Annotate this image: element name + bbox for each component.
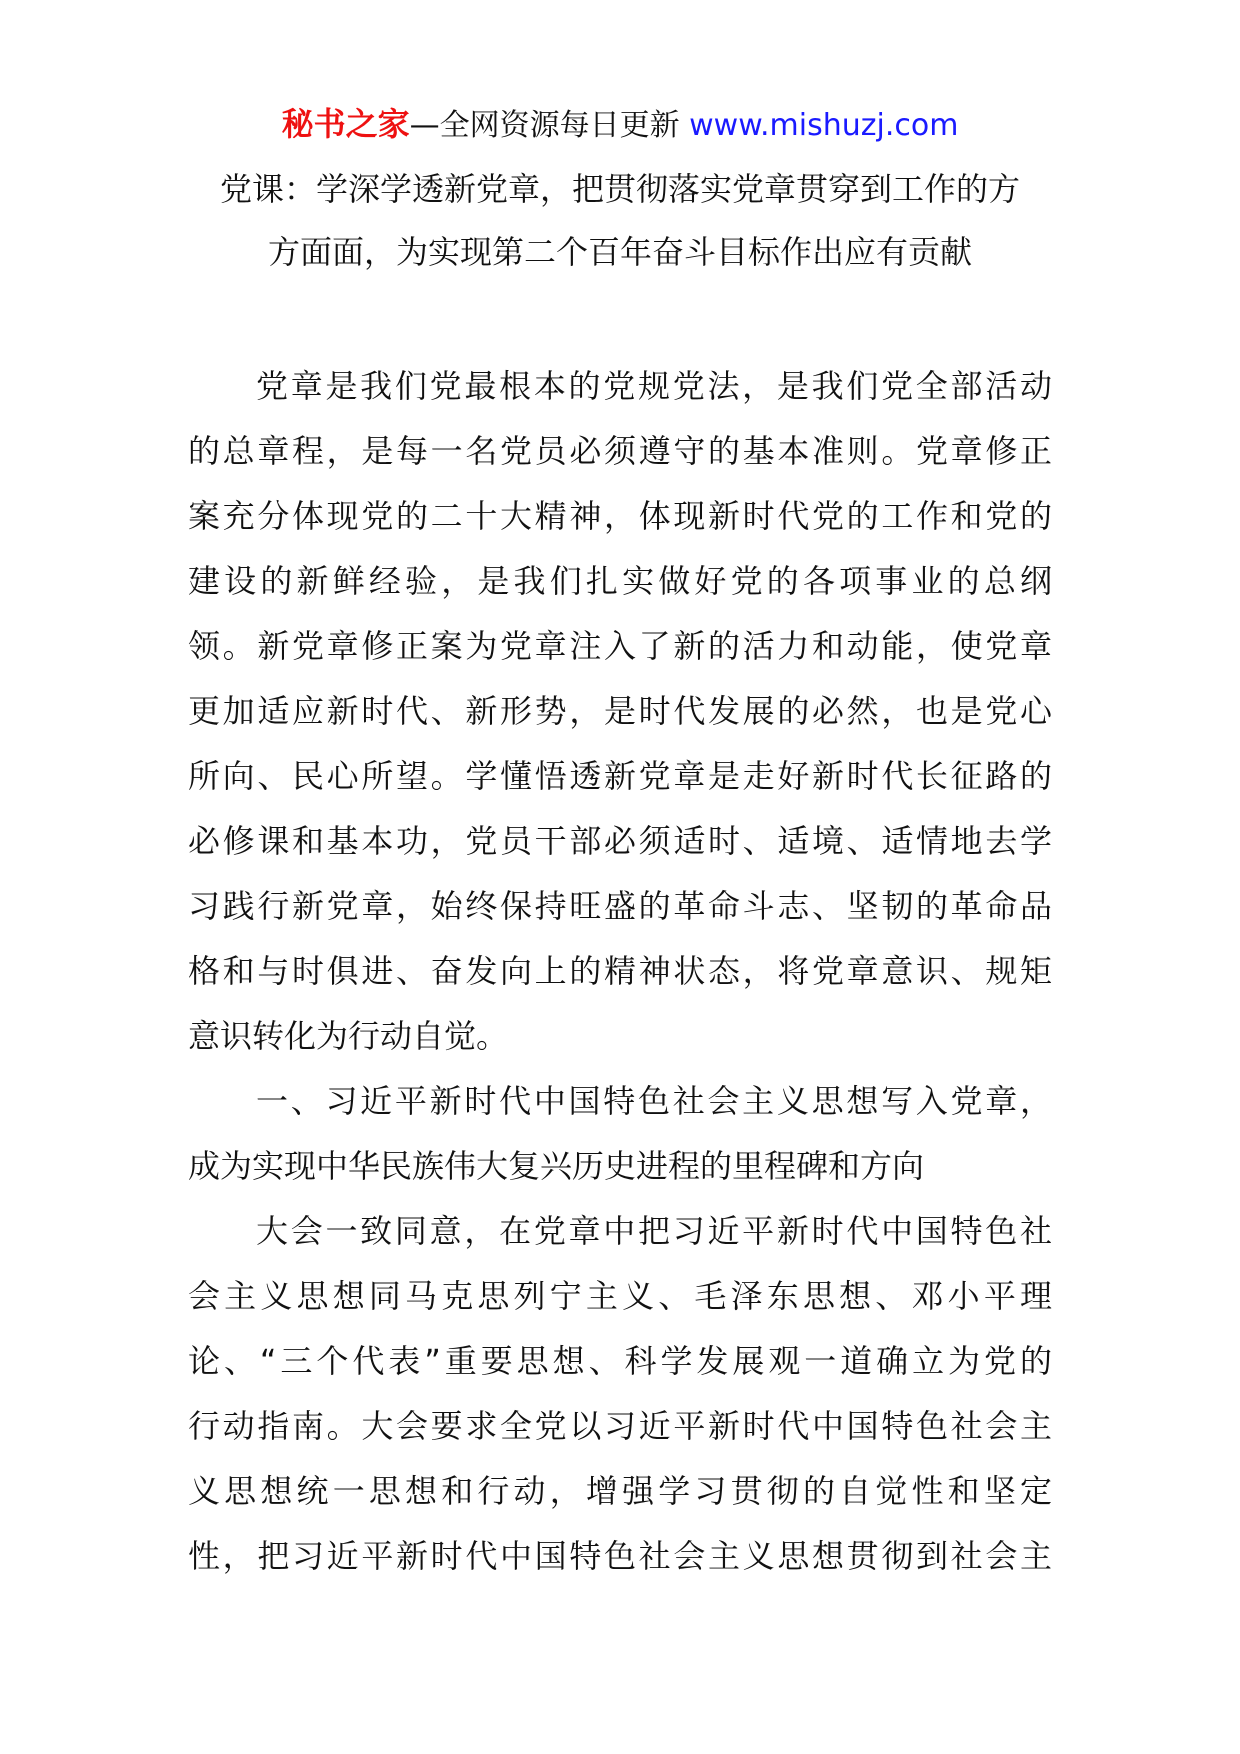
site-header (0, 102, 1240, 148)
document-title (160, 158, 1080, 284)
body-line: 性，把习近平新时代中国特色社会主义思想贯彻到社会主 (188, 1537, 1052, 1575)
body-line: 格和与时俱进、奋发向上的精神状态，将党章意识、规矩 (188, 952, 1052, 990)
body-line: 所向、民心所望。学懂悟透新党章是走好新时代长征路的 (188, 757, 1052, 795)
header-tagline: —全网资源每日更新 (409, 108, 680, 143)
body-line: 行动指南。大会要求全党以习近平新时代中国特色社会主 (188, 1407, 1052, 1445)
body-line: 义思想统一思想和行动，增强学习贯彻的自觉性和坚定 (188, 1472, 1052, 1510)
body-line: 习践行新党章，始终保持旺盛的革命斗志、坚韧的革命品 (188, 887, 1052, 925)
body-line: 意识转化为行动自觉。 (188, 1017, 509, 1055)
title-line-2: 方面面，为实现第二个百年奋斗目标作出应有贡献 (267, 233, 972, 271)
body-line: 必修课和基本功，党员干部必须适时、适境、适情地去学 (188, 822, 1052, 860)
section-heading-line: 一、习近平新时代中国特色社会主义思想写入党章， (256, 1082, 1052, 1120)
document-body (188, 354, 1052, 1589)
body-line: 党章是我们党最根本的党规党法，是我们党全部活动 (256, 367, 1052, 405)
body-line: 建设的新鲜经验，是我们扎实做好党的各项事业的总纲 (188, 562, 1052, 600)
title-line-1: 党课：学深学透新党章，把贯彻落实党章贯穿到工作的方 (219, 170, 1020, 208)
body-line: 论、“三个代表”重要思想、科学发展观一道确立为党的 (188, 1342, 1052, 1380)
brand-name: 秘书之家 (281, 105, 410, 143)
body-line: 案充分体现党的二十大精神，体现新时代党的工作和党的 (188, 497, 1052, 535)
body-line: 大会一致同意，在党章中把习近平新时代中国特色社 (256, 1212, 1052, 1250)
site-url-link[interactable]: www.mishuzj.com (689, 108, 959, 143)
section-heading-line: 成为实现中华民族伟大复兴历史进程的里程碑和方向 (188, 1147, 925, 1185)
body-line: 更加适应新时代、新形势，是时代发展的必然，也是党心 (188, 692, 1052, 730)
body-line: 的总章程，是每一名党员必须遵守的基本准则。党章修正 (188, 432, 1052, 470)
body-line: 领。新党章修正案为党章注入了新的活力和动能，使党章 (188, 627, 1052, 665)
body-line: 会主义思想同马克思列宁主义、毛泽东思想、邓小平理 (188, 1277, 1052, 1315)
